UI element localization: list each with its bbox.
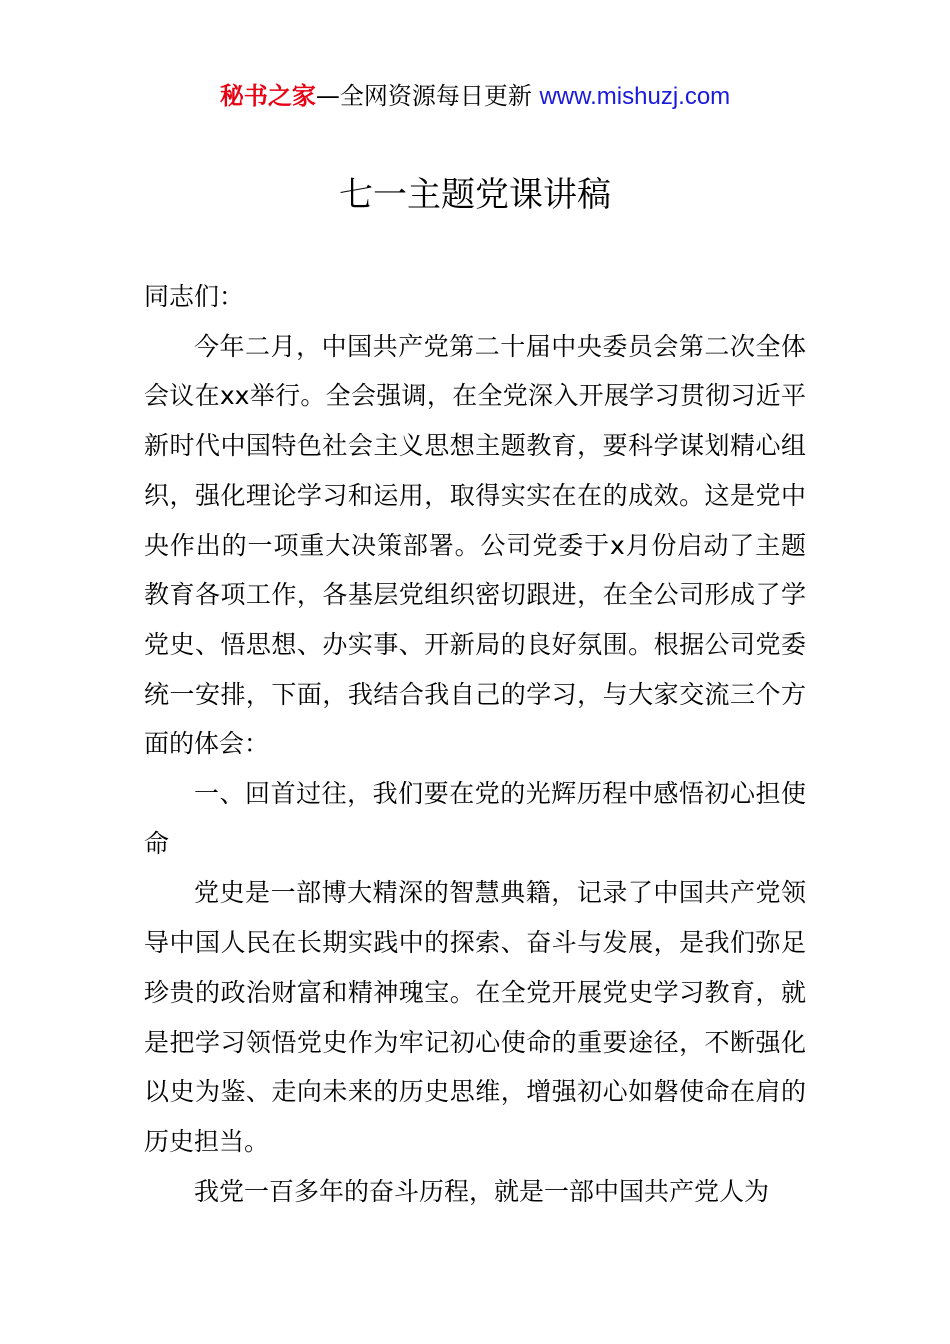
site-tagline: —全网资源每日更新 bbox=[315, 82, 540, 110]
site-url-link[interactable]: www.mishuzj.com bbox=[539, 83, 731, 110]
document-title: 七一主题党课讲稿 bbox=[339, 175, 611, 215]
document-body bbox=[144, 272, 806, 1216]
paragraph-party-history: 党史是一部博大精深的智慧典籍，记录了中国共产党领导中国人民在长期实践中的探索、奋斗与发展，是我们弥足珍贵的政治财富和精神瑰宝。在全党开展党史学习教育，就是把学习领悟党史作为牢记初心使命的重要途径，不断强化以史为鉴、走向未来的历史思维，增强初心如磐使命在肩的历史担当。 bbox=[144, 878, 806, 1156]
salutation: 同志们： bbox=[144, 282, 245, 311]
section-heading-1: 一、回首过往，我们要在党的光辉历程中感悟初心担使命 bbox=[144, 779, 806, 858]
paragraph-struggle: 我党一百多年的奋斗历程，就是一部中国共产党人为 bbox=[194, 1176, 770, 1206]
site-header bbox=[0, 80, 950, 113]
site-brand: 秘书之家 bbox=[219, 82, 316, 110]
paragraph-intro: 今年二月，中国共产党第二十届中央委员会第二次全体会议在xx举行。全会强调，在全党深入开展学习贯彻习近平新时代中国特色社会主义思想主题教育，要科学谋划精心组织，强化理论学习和运用，取得实实在在的成效。这是党中央作出的一项重大决策部署。公司党委于x月份启动了主题教育各项工作，各基层党组织密切跟进，在全公司形成了学党史、悟思想、办实事、开新局的良好氛围。根据公司党委统一安排，下面，我结合我自己的学习，与大家交流三个方面的体会： bbox=[144, 331, 806, 759]
